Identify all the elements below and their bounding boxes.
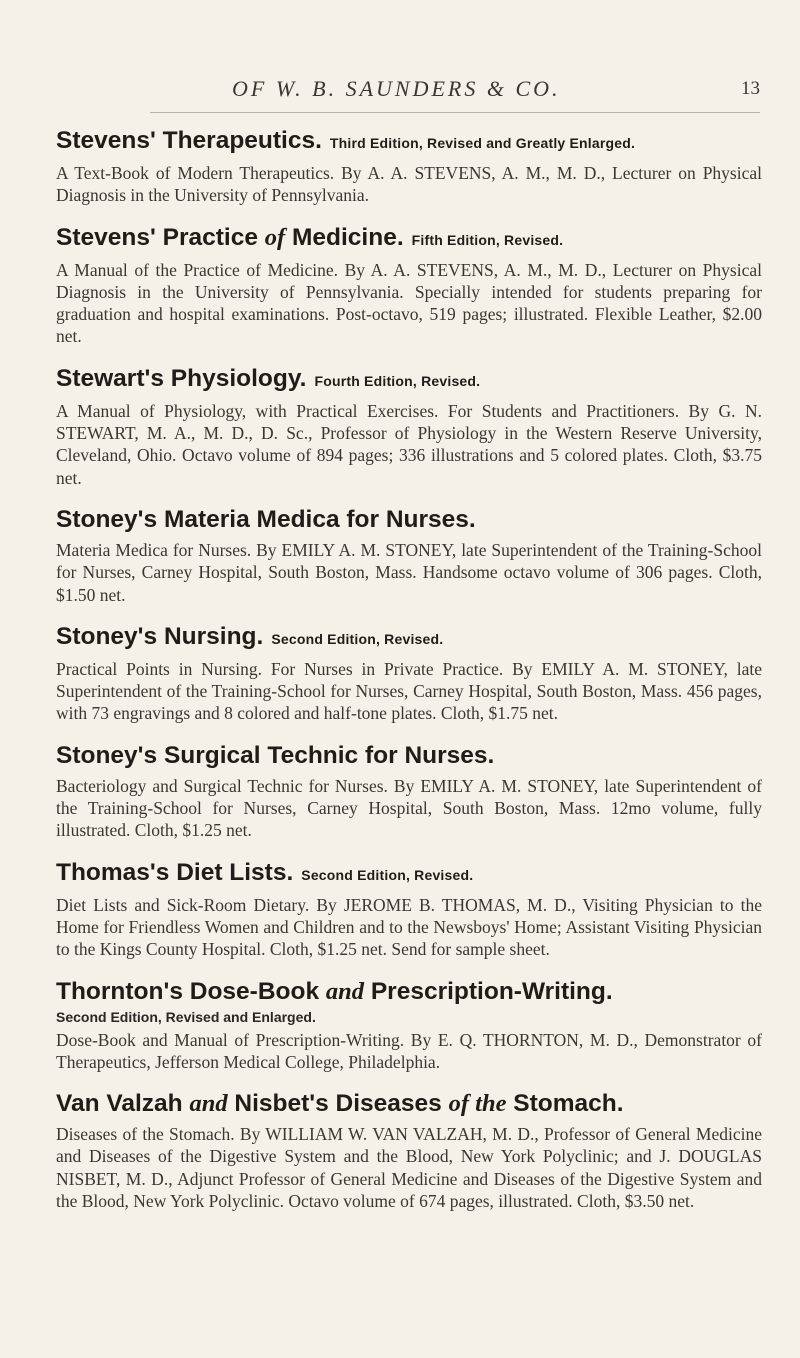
entry-title	[56, 362, 762, 398]
entry-title-text: Stoney's Materia Medica for Nurses.	[56, 505, 476, 533]
entry-title-text-end: Stomach.	[506, 1090, 624, 1118]
catalog-entry	[56, 1087, 762, 1212]
entry-title-italic-2: of the	[448, 1090, 507, 1118]
entry-title-italic: and	[189, 1090, 228, 1118]
entry-edition: Second Edition, Revised.	[271, 630, 444, 647]
catalog-entries	[56, 124, 762, 1226]
entry-title-text: Van Valzah	[56, 1090, 190, 1118]
entry-title-text-end: Medicine.	[285, 223, 404, 251]
catalog-entry	[56, 221, 762, 348]
entry-title-text: Stoney's Nursing.	[56, 622, 264, 650]
entry-description: A Text-Book of Modern Therapeutics. By A. A. STEVENS, A. M., M. D., Lecturer on Physical Diagnosis in the University of Pennsylvania.	[56, 163, 762, 206]
entry-description: Practical Points in Nursing. For Nurses in Private Practice. By EMILY A. M. STONEY, late Superintendent of the Training-School for Nurses, Carney Hospital, South Boston, Mass. 456 pages, with 73 engravings and 8 colored and half-tone plates. Cloth, $1.75 net.	[56, 658, 762, 724]
entry-title-italic: of	[264, 223, 286, 251]
entry-edition: Fifth Edition, Revised.	[411, 231, 564, 248]
entry-description: Bacteriology and Surgical Technic for Nurses. By EMILY A. M. STONEY, late Superintendent of the Training-School for Nurses, Carney Hospital, South Boston, Mass. 12mo volume, fully illustrated. Cloth, $1.25 net.	[56, 775, 762, 841]
catalog-entry	[56, 620, 762, 725]
entry-title-text: Thomas's Diet Lists.	[56, 858, 294, 886]
catalog-entry	[56, 975, 762, 1074]
entry-title-text-end: Prescription-Writing.	[364, 977, 613, 1005]
entry-description: Materia Medica for Nurses. By EMILY A. M. STONEY, late Superintendent of the Training-School for Nurses, Carney Hospital, South Boston, Mass. Handsome octavo volume of 306 pages. Cloth, $1.50 net.	[56, 539, 762, 605]
entry-description: A Manual of Physiology, with Practical Exercises. For Students and Practitioners. By G. N. STEWART, M. A., M. D., D. Sc., Professor of Physiology in the Western Reserve University, Cleveland, Ohio. Octavo volume of 894 pages; 336 illustrations and 5 colored plates. Cloth, $3.75 net.	[56, 400, 762, 488]
running-head	[232, 76, 760, 106]
catalog-entry	[56, 362, 762, 489]
entry-title	[56, 124, 762, 160]
entry-title-text-mid: Nisbet's Diseases	[227, 1090, 449, 1118]
entry-title-text: Stevens' Therapeutics.	[56, 127, 322, 154]
entry-edition: Third Edition, Revised and Greatly Enlarged.	[329, 135, 636, 151]
header-rule	[150, 112, 760, 113]
entry-description: Dose-Book and Manual of Prescription-Writing. By E. Q. THORNTON, M. D., Demonstrator of Therapeutics, Jefferson Medical College, Philadelphia.	[56, 1029, 762, 1072]
page-number: 13	[741, 78, 760, 99]
entry-title	[56, 1087, 762, 1121]
entry-title-text: Stewart's Physiology.	[56, 364, 307, 392]
entry-edition: Second Edition, Revised.	[301, 866, 474, 883]
entry-title	[56, 856, 762, 892]
catalog-entry	[56, 856, 762, 961]
entry-title	[56, 975, 762, 1009]
entry-title-text: Thornton's Dose-Book	[56, 977, 326, 1005]
running-head-title: OF W. B. SAUNDERS & CO.	[232, 76, 561, 101]
entry-title	[56, 221, 762, 257]
entry-description: Diseases of the Stomach. By WILLIAM W. VAN VALZAH, M. D., Professor of General Medicine and Diseases of the Digestive System and the Blood, New York Polyclinic; and J. DOUGLAS NISBET, M. D., Adjunct Professor of General Medicine and Diseases of the Digestive System and the Blood, New York Polyclinic. Octavo volume of 674 pages, illustrated. Cloth, $3.50 net.	[56, 1124, 762, 1212]
entry-title	[56, 503, 762, 537]
entry-title	[56, 620, 762, 656]
catalog-entry	[56, 739, 762, 842]
entry-edition: Second Edition, Revised and Enlarged.	[56, 1008, 316, 1025]
entry-edition: Fourth Edition, Revised.	[314, 372, 481, 389]
entry-title-italic: and	[325, 977, 365, 1005]
entry-description: A Manual of the Practice of Medicine. By A. A. STEVENS, A. M., M. D., Lecturer on Physical Diagnosis in the University of Pennsylvania. Specially intended for students preparing for graduation and hospital examinations. Post-octavo, 519 pages; illustrated. Flexible Leather, $2.00 net.	[56, 259, 762, 347]
entry-title-text: Stevens' Practice	[56, 223, 265, 251]
entry-title	[56, 739, 762, 773]
entry-title-text: Stoney's Surgical Technic for Nurses.	[56, 741, 495, 769]
catalog-entry	[56, 503, 762, 606]
entry-description: Diet Lists and Sick-Room Dietary. By JEROME B. THOMAS, M. D., Visiting Physician to the Home for Friendless Women and Children and to the Newsboys' Home; Assistant Visiting Physician to the Kings County Hospital. Cloth, $1.25 net. Send for sample sheet.	[56, 894, 762, 960]
catalog-entry	[56, 124, 762, 207]
